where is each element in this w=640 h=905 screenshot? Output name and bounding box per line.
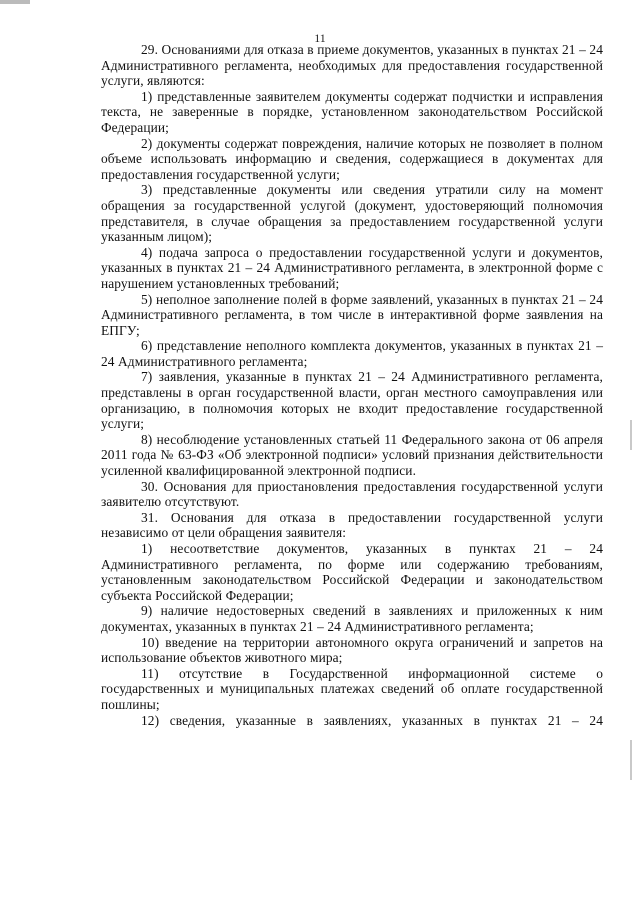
paragraph-31: 31. Основания для отказа в предоставлении государственной услуги независимо от цели обращения заявителя: (101, 509, 603, 541)
paragraph-29-item-5: 5) неполное заполнение полей в форме заявлений, указанных в пунктах 21 – 24 Административного регламента, в том числе в интерактивной форме заявления на ЕПГУ; (101, 291, 603, 338)
paragraph-29-item-7: 7) заявления, указанные в пунктах 21 – 24 Административного регламента, представлены в орган государственной власти, орган местного самоуправления или организацию, в полномочия которых не входит предоставление государственной услуги; (101, 369, 603, 432)
paragraph-29-item-3: 3) представленные документы или сведения утратили силу на момент обращения за государственной услугой (документ, удостоверяющий полномочия представителя, в случае обращения за предоставлением государственной услуги указанным лицом); (101, 182, 603, 245)
paragraph-29-item-4: 4) подача запроса о предоставлении государственной услуги и документов, указанных в пунктах 21 – 24 Административного регламента, в электронной форме с нарушением установленных требований; (101, 244, 603, 291)
paragraph-29-item-2: 2) документы содержат повреждения, наличие которых не позволяет в полном объеме использовать информацию и сведения, содержащиеся в документах для предоставления государственной услуги; (101, 135, 603, 182)
scan-edge-mark (630, 740, 632, 780)
paragraph-31-item-1: 1) несоответствие документов, указанных в пунктах 21 – 24 Административного регламента, по форме или содержанию требованиям, установленным законодательством Российской Федерации и законодательством субъекта Российской Федерации; (101, 541, 603, 603)
paragraph-31-item-11: 11) отсутствие в Государственной информационной системе о государственных и муниципальных платежах сведений об оплате государственной пошлины; (101, 665, 603, 712)
scan-edge-mark (630, 420, 632, 450)
document-body (101, 42, 603, 728)
scan-edge-mark (0, 0, 30, 4)
paragraph-29-item-1: 1) представленные заявителем документы содержат подчистки и исправления текста, не заверенные в порядке, установленном законодательством Российской Федерации; (101, 88, 603, 135)
paragraph-29: 29. Основаниями для отказа в приеме документов, указанных в пунктах 21 – 24 Административного регламента, необходимых для предоставления государственной услуги, являются: (101, 42, 603, 89)
paragraph-30: 30. Основания для приостановления предоставления государственной услуги заявителю отсутствуют. (101, 478, 603, 510)
paragraph-31-item-10: 10) введение на территории автономного округа ограничений и запретов на использование объектов животного мира; (101, 634, 603, 666)
paragraph-31-item-9: 9) наличие недостоверных сведений в заявлениях и приложенных к ним документах, указанных в пунктах 21 – 24 Административного регламента; (101, 603, 603, 634)
paragraph-29-item-8: 8) несоблюдение установленных статьей 11 Федерального закона от 06 апреля 2011 года № 63-ФЗ «Об электронной подписи» условий признания действительности усиленной квалифицированной электронной подписи. (101, 431, 603, 479)
paragraph-29-item-6: 6) представление неполного комплекта документов, указанных в пунктах 21 – 24 Административного регламента; (101, 338, 603, 369)
page-number: 11 (314, 31, 326, 45)
paragraph-31-item-12: 12) сведения, указанные в заявлениях, указанных в пунктах 21 – 24 (141, 712, 603, 728)
